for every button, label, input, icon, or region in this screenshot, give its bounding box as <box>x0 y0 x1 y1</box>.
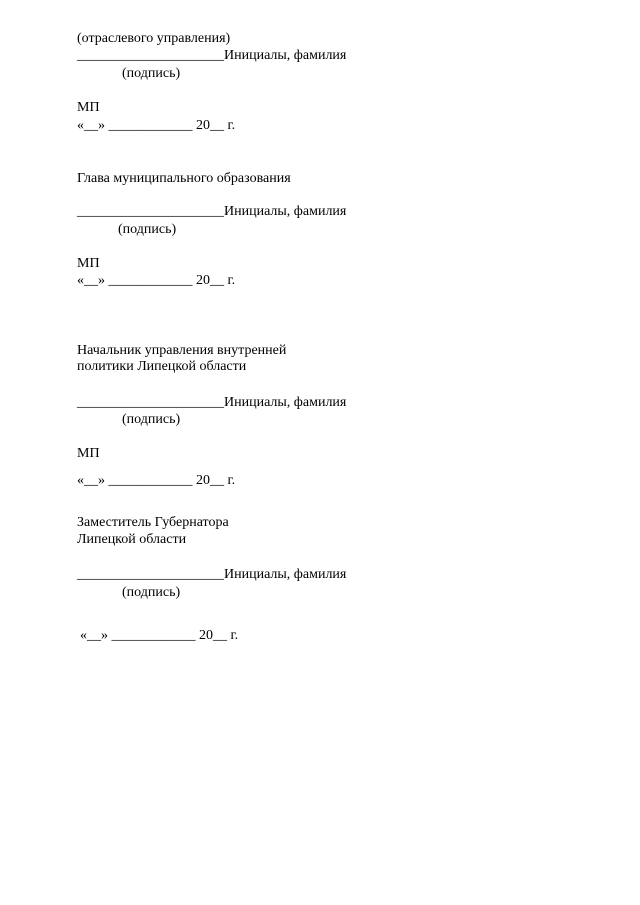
date-line-2: «__» ____________ 20__ г. <box>77 273 236 288</box>
position-title-2: Глава муниципального образования <box>77 171 291 186</box>
stamp-label-1: МП <box>77 100 100 115</box>
date-line-4: «__» ____________ 20__ г. <box>80 628 239 643</box>
position-title-4-line1: Заместитель Губернатора <box>77 515 229 530</box>
signature-caption-1: (подпись) <box>122 66 181 81</box>
signature-caption-3: (подпись) <box>122 412 181 427</box>
date-line-1: «__» ____________ 20__ г. <box>77 118 236 133</box>
position-title-3-line2: политики Липецкой области <box>77 359 247 374</box>
signature-line-3: _____________________Инициалы, фамилия <box>77 395 347 410</box>
position-title-4-line2: Липецкой области <box>77 532 187 547</box>
signature-line-4: _____________________Инициалы, фамилия <box>77 567 347 582</box>
position-title-3-line1: Начальник управления внутренней <box>77 343 287 358</box>
signature-caption-4: (подпись) <box>122 585 181 600</box>
signature-caption-2: (подпись) <box>118 222 177 237</box>
stamp-label-2: МП <box>77 256 100 271</box>
date-line-3: «__» ____________ 20__ г. <box>77 473 236 488</box>
signature-line-1: _____________________Инициалы, фамилия <box>77 48 347 63</box>
signature-line-2: _____________________Инициалы, фамилия <box>77 204 347 219</box>
department-label: (отраслевого управления) <box>77 31 231 46</box>
stamp-label-3: МП <box>77 446 100 461</box>
